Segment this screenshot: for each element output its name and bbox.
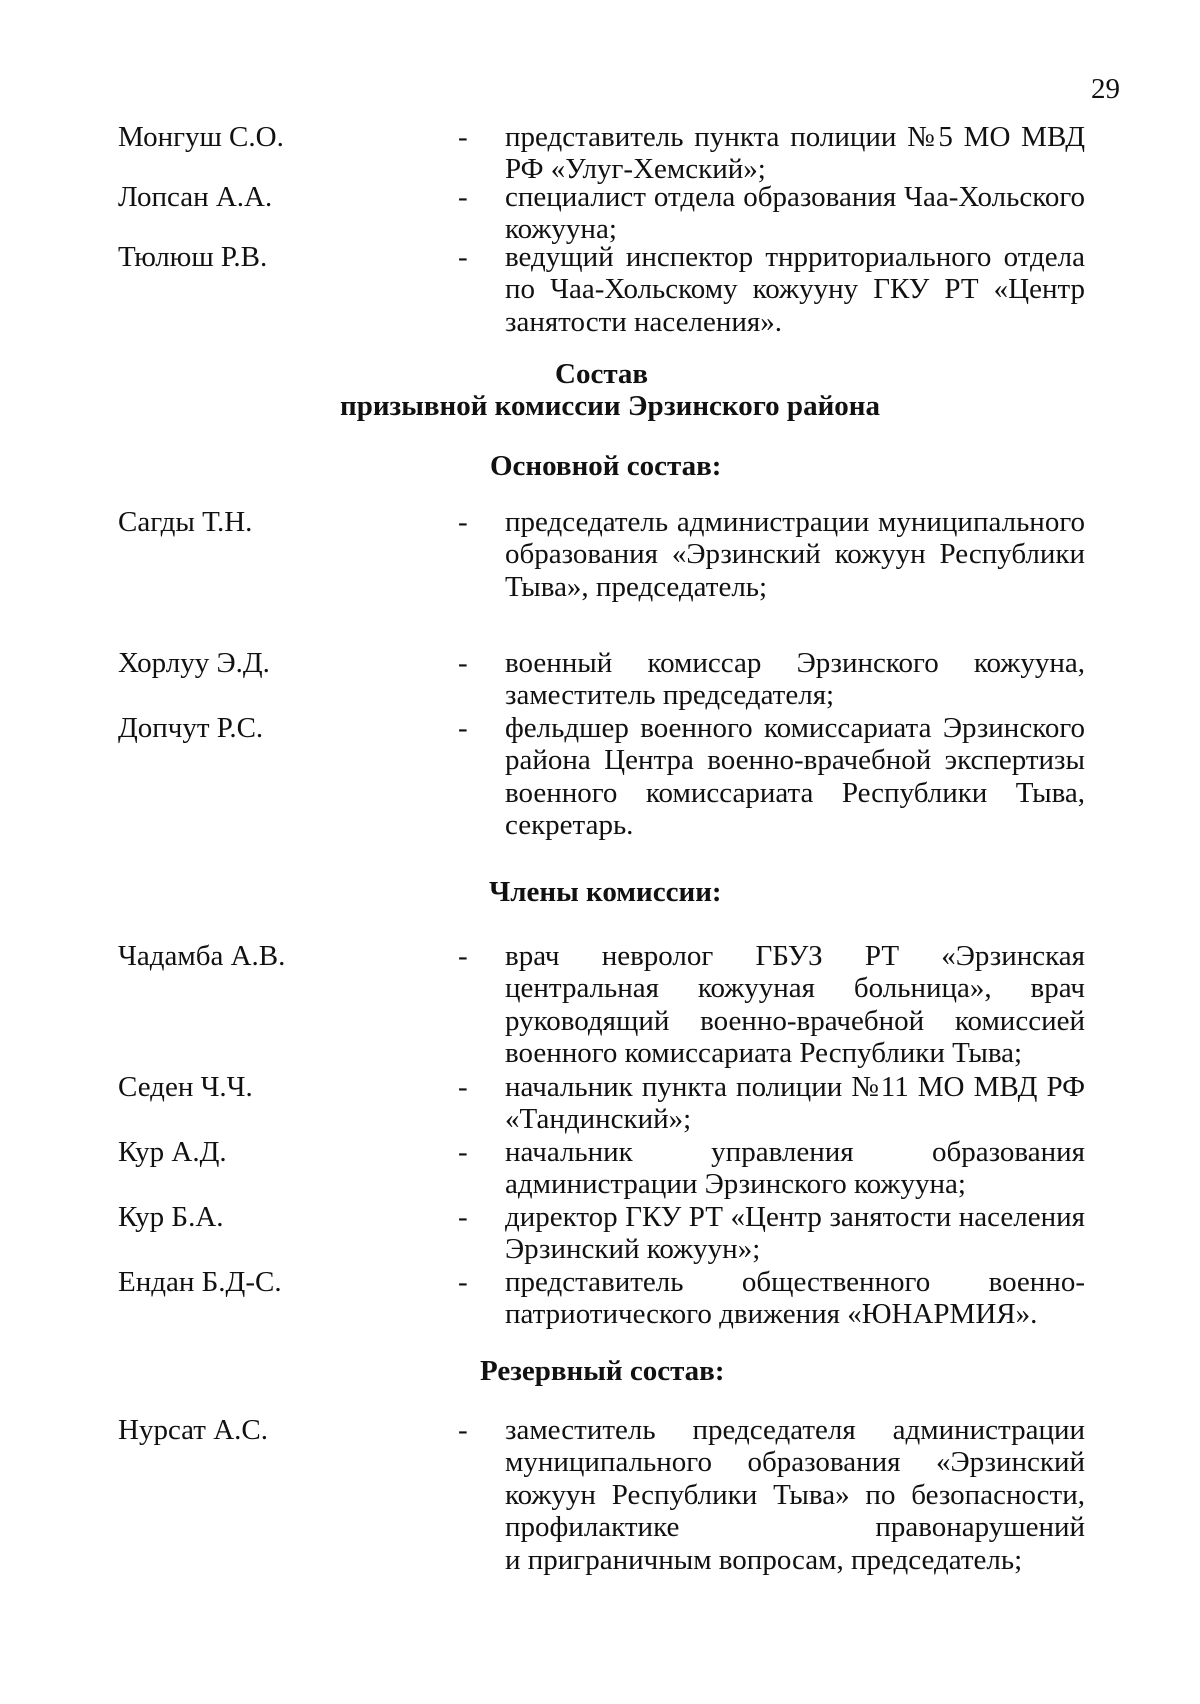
dash: - <box>458 647 468 679</box>
member-role: начальник управления образования администрации Эрзинского кожууна; <box>505 1136 1085 1201</box>
member-name: Кур Б.А. <box>118 1201 224 1233</box>
dash: - <box>458 1266 468 1298</box>
member-role: председатель администрации муниципального образования «Эрзинский кожуун Республики Тыва», председатель; <box>505 506 1085 603</box>
dash: - <box>458 1414 468 1446</box>
page-number: 29 <box>1091 73 1120 105</box>
dash: - <box>458 241 468 273</box>
member-name: Чадамба А.В. <box>118 940 286 972</box>
member-name: Тюлюш Р.В. <box>118 241 268 273</box>
title-line: призывной комиссии Эрзинского района <box>340 390 880 422</box>
dash: - <box>458 940 468 972</box>
member-name: Допчут Р.С. <box>118 712 264 744</box>
member-name: Седен Ч.Ч. <box>118 1071 253 1103</box>
member-role: директор ГКУ РТ «Центр занятости населения Эрзинский кожуун»; <box>505 1201 1085 1266</box>
dash: - <box>458 506 468 538</box>
member-name: Хорлуу Э.Д. <box>118 647 270 679</box>
dash: - <box>458 1071 468 1103</box>
member-name: Нурсат А.С. <box>118 1414 268 1446</box>
dash: - <box>458 1136 468 1168</box>
member-role: специалист отдела образования Чаа-Хольского кожууна; <box>505 181 1085 246</box>
member-role: представитель общественного военно- патриотического движения «ЮНАРМИЯ». <box>505 1266 1085 1331</box>
dash: - <box>458 1201 468 1233</box>
member-name: Сагды Т.Н. <box>118 506 253 538</box>
member-name: Кур А.Д. <box>118 1136 227 1168</box>
member-name: Лопсан А.А. <box>118 181 273 213</box>
member-role: фельдшер военного комиссариата Эрзинского района Центра военно-врачебной экспертизы военного комиссариата Республики Тыва, секретарь. <box>505 712 1085 842</box>
dash: - <box>458 181 468 213</box>
dash: - <box>458 121 468 153</box>
member-name: Монгуш С.О. <box>118 121 284 153</box>
title-line: Состав <box>555 358 649 390</box>
member-name: Ендан Б.Д-С. <box>118 1266 282 1298</box>
member-role: военный комиссар Эрзинского кожууна, заместитель председателя; <box>505 647 1085 712</box>
dash: - <box>458 712 468 744</box>
member-role: начальник пункта полиции №11 МО МВД РФ «Тандинский»; <box>505 1071 1085 1136</box>
member-role: заместитель председателя администрации муниципального образования «Эрзинский кожуун Республики Тыва» по безопасности, профилактике правонарушений и приграничным вопросам, председатель; <box>505 1414 1085 1576</box>
member-role: врач невролог ГБУЗ РТ «Эрзинская центральная кожууная больница», врач руководящий военно-врачебной комиссией военного комиссариата Республики Тыва; <box>505 940 1085 1070</box>
member-role: ведущий инспектор тнрриториального отдела по Чаа-Хольскому кожууну ГКУ РТ «Центр занятости населения». <box>505 241 1085 338</box>
member-role: представитель пункта полиции №5 МО МВД РФ «Улуг-Хемский»; <box>505 121 1085 186</box>
